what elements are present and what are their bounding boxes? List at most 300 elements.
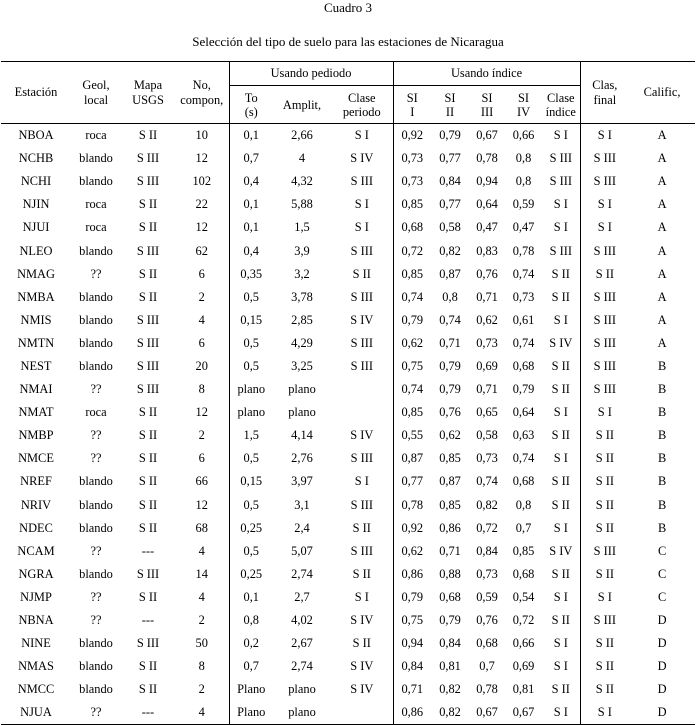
cell-si1: 0,74: [393, 286, 431, 309]
cell-clas-final: S I: [580, 701, 629, 725]
cell-clas-final: S I: [580, 124, 629, 148]
cell-si4: 0,64: [512, 405, 535, 420]
cell-estacion: NMIS: [20, 312, 52, 327]
cell-clas-final: S II: [580, 678, 629, 701]
cell-estacion: NMAT: [18, 405, 54, 420]
cell-clase-periodo: S IV: [350, 312, 374, 327]
cell-mapa: S III: [136, 174, 160, 189]
cell-si3: 0,67: [469, 701, 505, 725]
cell-si4: 0,74: [512, 335, 535, 350]
cell-si3: 0,82: [476, 497, 498, 512]
cell-to: 0,15: [229, 470, 273, 493]
cell-to: 0,25: [229, 563, 273, 586]
cell-si2: 0,71: [439, 335, 461, 350]
cell-no: 102: [192, 174, 212, 189]
cell-calific: D: [657, 659, 667, 674]
cell-estacion: NCAM: [17, 543, 55, 558]
cell-clase-periodo: [331, 378, 393, 401]
cell-clase-periodo: S II: [352, 266, 371, 281]
cell-clase-indice: S I: [542, 701, 580, 725]
cell-mapa: S II: [138, 659, 158, 674]
cell-amplit: 2,67: [291, 636, 313, 651]
cell-si4: 0,8: [515, 174, 532, 189]
cell-amplit: plano: [288, 682, 316, 697]
cell-no: 20: [195, 358, 208, 373]
cell-si1: 0,62: [393, 540, 431, 563]
col-to: To (s): [229, 86, 273, 124]
cell-calific: A: [657, 151, 667, 166]
col-si1: SI I: [393, 86, 431, 124]
cell-clas-final: S I: [580, 193, 629, 216]
cell-si3: 0,78: [476, 682, 498, 697]
cell-si2: 0,62: [439, 428, 461, 443]
col-mapa: Mapa USGS: [121, 62, 175, 124]
cell-clas-final: S III: [580, 332, 629, 355]
cell-mapa: S III: [136, 382, 160, 397]
cell-no: 66: [195, 474, 208, 489]
cell-clase-periodo: S IV: [350, 682, 374, 697]
cell-si4: 0,8: [515, 151, 532, 166]
cell-mapa: S II: [138, 266, 158, 281]
cell-si1: 0,55: [393, 424, 431, 447]
cell-estacion: NMAG: [17, 266, 55, 281]
cell-si4: 0,81: [512, 682, 535, 697]
cell-mapa: S III: [136, 566, 160, 581]
cell-si3: 0,47: [476, 220, 498, 235]
cell-geol: ??: [90, 613, 102, 628]
cell-si2: 0,82: [439, 682, 461, 697]
cell-si4: 0,85: [512, 543, 535, 558]
cell-mapa: S III: [136, 312, 160, 327]
cell-clase-periodo: S IV: [350, 428, 374, 443]
cell-clase-indice: S II: [551, 497, 570, 512]
cell-estacion: NMCC: [17, 682, 55, 697]
cell-si3: 0,94: [476, 174, 498, 189]
cell-si1: 0,78: [393, 494, 431, 517]
cell-clase-periodo: S IV: [350, 659, 374, 674]
col-si2: SI II: [431, 86, 469, 124]
cell-estacion: NJUI: [22, 220, 50, 235]
cell-si3: 0,65: [476, 405, 498, 420]
cell-clase-periodo: S IV: [350, 151, 374, 166]
cell-si2: 0,71: [439, 543, 461, 558]
table-row: [1, 609, 695, 632]
cell-estacion: NMBP: [18, 428, 54, 443]
table-row: [1, 332, 695, 355]
cell-clas-final: S I: [580, 401, 629, 424]
cell-geol: ??: [90, 428, 102, 443]
cell-clase-periodo: S I: [354, 128, 369, 143]
cell-estacion: NBOA: [18, 128, 54, 143]
cell-mapa: S II: [138, 682, 158, 697]
cell-calific: B: [657, 428, 667, 443]
cell-geol: blando: [79, 358, 113, 373]
cell-geol: blando: [79, 566, 113, 581]
cell-calific: A: [657, 174, 667, 189]
cell-si1: 0,92: [393, 124, 431, 148]
cell-amplit: 4: [298, 151, 306, 166]
cell-geol: ??: [90, 451, 102, 466]
table-row: [1, 309, 695, 332]
cell-clase-indice: S III: [549, 243, 572, 258]
cell-no: 2: [198, 613, 205, 628]
cell-to: 0,5: [229, 540, 273, 563]
cell-si3: 0,67: [476, 128, 498, 143]
cell-clase-indice: S II: [551, 382, 570, 397]
cell-estacion: NRIV: [20, 497, 52, 512]
table-row: [1, 124, 695, 148]
cell-calific: B: [657, 382, 667, 397]
cell-si3: 0,73: [476, 451, 498, 466]
cell-to: 0,15: [229, 309, 273, 332]
cell-clase-periodo: S III: [350, 243, 373, 258]
table-row: [1, 378, 695, 401]
cell-geol: roca: [85, 405, 107, 420]
cell-clase-periodo: S II: [352, 566, 371, 581]
cell-geol: blando: [79, 636, 113, 651]
cell-geol: blando: [79, 682, 113, 697]
cell-no: 2: [198, 682, 205, 697]
cell-si2: 0,85: [439, 451, 461, 466]
cell-amplit: 2,66: [291, 128, 313, 143]
table-row: [1, 470, 695, 493]
cell-si2: 0,85: [439, 497, 461, 512]
cell-estacion: NMAI: [19, 382, 53, 397]
cell-si4: 0,7: [515, 520, 532, 535]
cell-si2: 0,58: [439, 220, 461, 235]
cell-calific: D: [657, 636, 667, 651]
cell-to: 1,5: [229, 424, 273, 447]
cell-mapa: ---: [141, 613, 155, 628]
cell-clas-final: S II: [580, 263, 629, 286]
cell-amplit: 3,25: [291, 358, 313, 373]
cell-si2: 0,79: [439, 613, 461, 628]
cell-geol: ??: [71, 701, 121, 725]
cell-si1: 0,77: [393, 470, 431, 493]
cell-clase-indice: S II: [551, 474, 570, 489]
col-estacion: Estación: [1, 62, 71, 124]
cell-si4: 0,63: [512, 428, 535, 443]
cell-si4: 0,69: [512, 659, 535, 674]
cell-clase-indice: S II: [551, 682, 570, 697]
cell-si4: 0,78: [512, 243, 535, 258]
cell-si3: 0,83: [476, 243, 498, 258]
table-row: [1, 494, 695, 517]
cell-geol: blando: [79, 151, 113, 166]
cell-clas-final: S III: [580, 378, 629, 401]
cell-amplit: 3,1: [294, 497, 310, 512]
table-row: [1, 424, 695, 447]
cell-si3: 0,73: [476, 335, 498, 350]
cell-clase-periodo: S III: [350, 289, 373, 304]
cell-amplit: 2,74: [291, 659, 313, 674]
table-row: [1, 632, 695, 655]
cell-amplit: 4,14: [291, 428, 313, 443]
cell-estacion: NJUA: [1, 701, 71, 725]
cell-geol: roca: [85, 128, 107, 143]
cell-si3: 0,76: [476, 613, 498, 628]
cell-clase-indice: S I: [553, 405, 568, 420]
cell-si3: 0,59: [476, 589, 498, 604]
cell-mapa: S II: [138, 197, 158, 212]
cell-no: 12: [195, 151, 208, 166]
cell-calific: B: [657, 451, 667, 466]
cell-si2: 0,87: [439, 266, 461, 281]
cell-no: 12: [195, 497, 208, 512]
cell-to: 0,5: [229, 355, 273, 378]
cell-clase-periodo: S I: [354, 474, 369, 489]
cell-mapa: ---: [141, 543, 155, 558]
cell-no: 50: [195, 636, 208, 651]
cell-geol: blando: [79, 312, 113, 327]
cell-si1: 0,73: [393, 170, 431, 193]
cell-to: 0,2: [229, 632, 273, 655]
col-geol: Geol, local: [71, 62, 121, 124]
cell-mapa: S III: [136, 151, 160, 166]
cell-si3: 0,58: [476, 428, 498, 443]
col-si3: SI III: [469, 86, 505, 124]
cell-to: 0,5: [229, 494, 273, 517]
cell-estacion: NCHB: [18, 151, 54, 166]
table-row: [1, 540, 695, 563]
table-row: [1, 517, 695, 540]
cell-calific: B: [657, 358, 667, 373]
cell-clas-final: S III: [580, 609, 629, 632]
table-row: [1, 355, 695, 378]
cell-si1: 0,75: [393, 355, 431, 378]
cell-clas-final: S III: [580, 286, 629, 309]
cell-clas-final: S III: [580, 239, 629, 262]
cell-mapa: S II: [138, 520, 158, 535]
cell-si1: 0,62: [393, 332, 431, 355]
cell-estacion: NMBA: [17, 289, 55, 304]
cell-mapa: S II: [138, 289, 158, 304]
cell-clase-indice: S I: [553, 220, 568, 235]
cell-clas-final: S III: [580, 170, 629, 193]
cell-to: 0,7: [229, 655, 273, 678]
cell-calific: B: [657, 520, 667, 535]
col-calific: Calific,: [629, 62, 695, 124]
cell-calific: D: [629, 701, 695, 725]
cell-clas-final: S III: [580, 309, 629, 332]
cell-clase-indice: S II: [551, 266, 570, 281]
cell-no: 4: [198, 589, 205, 604]
cell-si2: 0,84: [439, 174, 461, 189]
cell-no: 8: [198, 659, 205, 674]
cell-si1: 0,74: [393, 378, 431, 401]
cell-clase-indice: S II: [551, 613, 570, 628]
cell-clase-indice: S III: [549, 151, 572, 166]
cell-si4: 0,73: [512, 289, 535, 304]
cell-si2: 0,81: [439, 659, 461, 674]
cell-geol: blando: [79, 497, 113, 512]
cell-geol: roca: [85, 197, 107, 212]
cell-clas-final: S II: [580, 517, 629, 540]
cell-amplit: 1,5: [294, 220, 310, 235]
cell-to: 0,7: [229, 147, 273, 170]
table-row: [1, 193, 695, 216]
cell-si3: 0,78: [476, 151, 498, 166]
cell-si2: 0,79: [439, 358, 461, 373]
cell-amplit: 2,4: [294, 520, 310, 535]
cell-geol: ??: [90, 382, 102, 397]
cell-si2: 0,74: [439, 312, 461, 327]
cell-clas-final: S II: [580, 424, 629, 447]
cell-clase-indice: S I: [553, 197, 568, 212]
cell-si4: 0,66: [512, 636, 535, 651]
cell-to: plano: [229, 378, 273, 401]
cell-geol: blando: [79, 335, 113, 350]
cell-calific: A: [657, 243, 667, 258]
cell-calific: C: [657, 543, 667, 558]
cell-mapa: S II: [138, 128, 158, 143]
cell-si3: 0,84: [476, 543, 498, 558]
cell-no: 8: [198, 382, 205, 397]
cell-estacion: NLEO: [19, 243, 53, 258]
cell-mapa: S III: [136, 358, 160, 373]
cell-si1: 0,85: [393, 193, 431, 216]
cell-si1: 0,79: [393, 586, 431, 609]
cell-to: Plano: [229, 678, 273, 701]
cell-clas-final: S I: [580, 216, 629, 239]
cell-calific: C: [657, 589, 667, 604]
table-row: [1, 401, 695, 424]
cell-no: 12: [195, 405, 208, 420]
cell-geol: ??: [90, 589, 102, 604]
cell-to: Plano: [229, 701, 273, 725]
cell-si1: 0,85: [393, 263, 431, 286]
cell-si1: 0,79: [393, 309, 431, 332]
col-no: No, compon,: [175, 62, 229, 124]
cell-no: 14: [195, 566, 208, 581]
cell-no: 6: [198, 266, 205, 281]
cell-no: 4: [175, 701, 229, 725]
cell-si4: 0,47: [512, 220, 535, 235]
cell-si4: 0,68: [512, 566, 535, 581]
cell-to: 0,4: [229, 170, 273, 193]
cell-geol: blando: [79, 520, 113, 535]
cell-si2: 0,76: [439, 405, 461, 420]
cell-no: 12: [195, 220, 208, 235]
cell-clase-periodo: S III: [350, 358, 373, 373]
cell-amplit: 3,2: [294, 266, 310, 281]
table-row: [1, 655, 695, 678]
cell-to: 0,4: [229, 239, 273, 262]
cell-si4: 0,79: [512, 382, 535, 397]
cell-calific: B: [657, 405, 667, 420]
cell-calific: A: [657, 128, 667, 143]
table-body: [1, 124, 695, 725]
header-group-row: [1, 62, 695, 86]
table-row: [1, 586, 695, 609]
cell-clase-periodo: S II: [352, 636, 371, 651]
cell-si3: 0,68: [476, 636, 498, 651]
cell-amplit: 3,97: [291, 474, 313, 489]
cell-clase-indice: S I: [553, 451, 568, 466]
cell-geol: roca: [85, 220, 107, 235]
cell-no: 2: [198, 289, 205, 304]
cell-clase-indice: S I: [553, 128, 568, 143]
cell-clase-periodo: [331, 401, 393, 424]
cell-amplit: plano: [288, 405, 316, 420]
cell-to: 0,35: [229, 263, 273, 286]
col-clas-final: Clas, final: [580, 62, 629, 124]
cell-to: plano: [229, 401, 273, 424]
soil-type-table: [1, 61, 695, 725]
cell-amplit: 2,76: [291, 451, 313, 466]
cell-si4: 0,67: [505, 701, 542, 725]
cell-clase-indice: S II: [551, 289, 570, 304]
cell-amplit: 4,29: [291, 335, 313, 350]
cell-amplit: plano: [288, 382, 316, 397]
cell-si4: 0,74: [512, 451, 535, 466]
cell-estacion: NEST: [20, 358, 52, 373]
cell-amplit: 4,02: [291, 613, 313, 628]
cell-clas-final: S II: [580, 655, 629, 678]
cell-si3: 0,73: [476, 566, 498, 581]
cell-clase-periodo: S III: [350, 174, 373, 189]
cell-si4: 0,74: [512, 266, 535, 281]
cell-si2: 0,77: [439, 151, 461, 166]
cell-si1: 0,87: [393, 447, 431, 470]
cell-mapa: ---: [121, 701, 175, 725]
group-indice: Usando índice: [393, 62, 580, 86]
col-clase-indice: Clase índice: [542, 86, 580, 124]
cell-clase-indice: S IV: [549, 335, 573, 350]
table-number: Cuadro 3: [323, 0, 373, 15]
cell-si3: 0,7: [479, 659, 495, 674]
cell-calific: A: [657, 289, 667, 304]
table-row: [1, 239, 695, 262]
cell-to: 0,1: [229, 216, 273, 239]
cell-amplit: 5,07: [291, 543, 313, 558]
cell-clase-periodo: S III: [350, 543, 373, 558]
cell-estacion: NMCE: [18, 451, 54, 466]
cell-si3: 0,62: [476, 312, 498, 327]
cell-clas-final: S II: [580, 632, 629, 655]
cell-calific: A: [657, 266, 667, 281]
cell-si2: 0,82: [431, 701, 469, 725]
cell-calific: D: [657, 682, 667, 697]
cell-to: 0,5: [229, 447, 273, 470]
cell-si1: 0,85: [393, 401, 431, 424]
cell-calific: B: [657, 497, 667, 512]
cell-clas-final: S II: [580, 470, 629, 493]
cell-mapa: S III: [136, 636, 160, 651]
cell-geol: ??: [90, 266, 102, 281]
cell-si2: 0,77: [439, 197, 461, 212]
table-title: Selección del tipo de suelo para las estaciones de Nicaragua: [192, 34, 504, 49]
cell-geol: blando: [79, 289, 113, 304]
cell-clase-periodo: S I: [354, 220, 369, 235]
cell-amplit: plano: [273, 701, 331, 725]
cell-no: 6: [198, 451, 205, 466]
cell-amplit: 2,74: [291, 566, 313, 581]
cell-si3: 0,69: [476, 358, 498, 373]
cell-clase-indice: S I: [553, 589, 568, 604]
cell-mapa: S II: [138, 589, 158, 604]
col-clase-periodo: Clase periodo: [331, 86, 393, 124]
cell-si1: 0,72: [393, 239, 431, 262]
table-row: [1, 701, 695, 725]
cell-clase-periodo: S III: [350, 497, 373, 512]
cell-mapa: S II: [138, 497, 158, 512]
cell-estacion: NDEC: [19, 520, 53, 535]
cell-geol: blando: [79, 659, 113, 674]
cell-no: 2: [198, 428, 205, 443]
cell-amplit: 5,88: [291, 197, 313, 212]
cell-si2: 0,79: [439, 382, 461, 397]
